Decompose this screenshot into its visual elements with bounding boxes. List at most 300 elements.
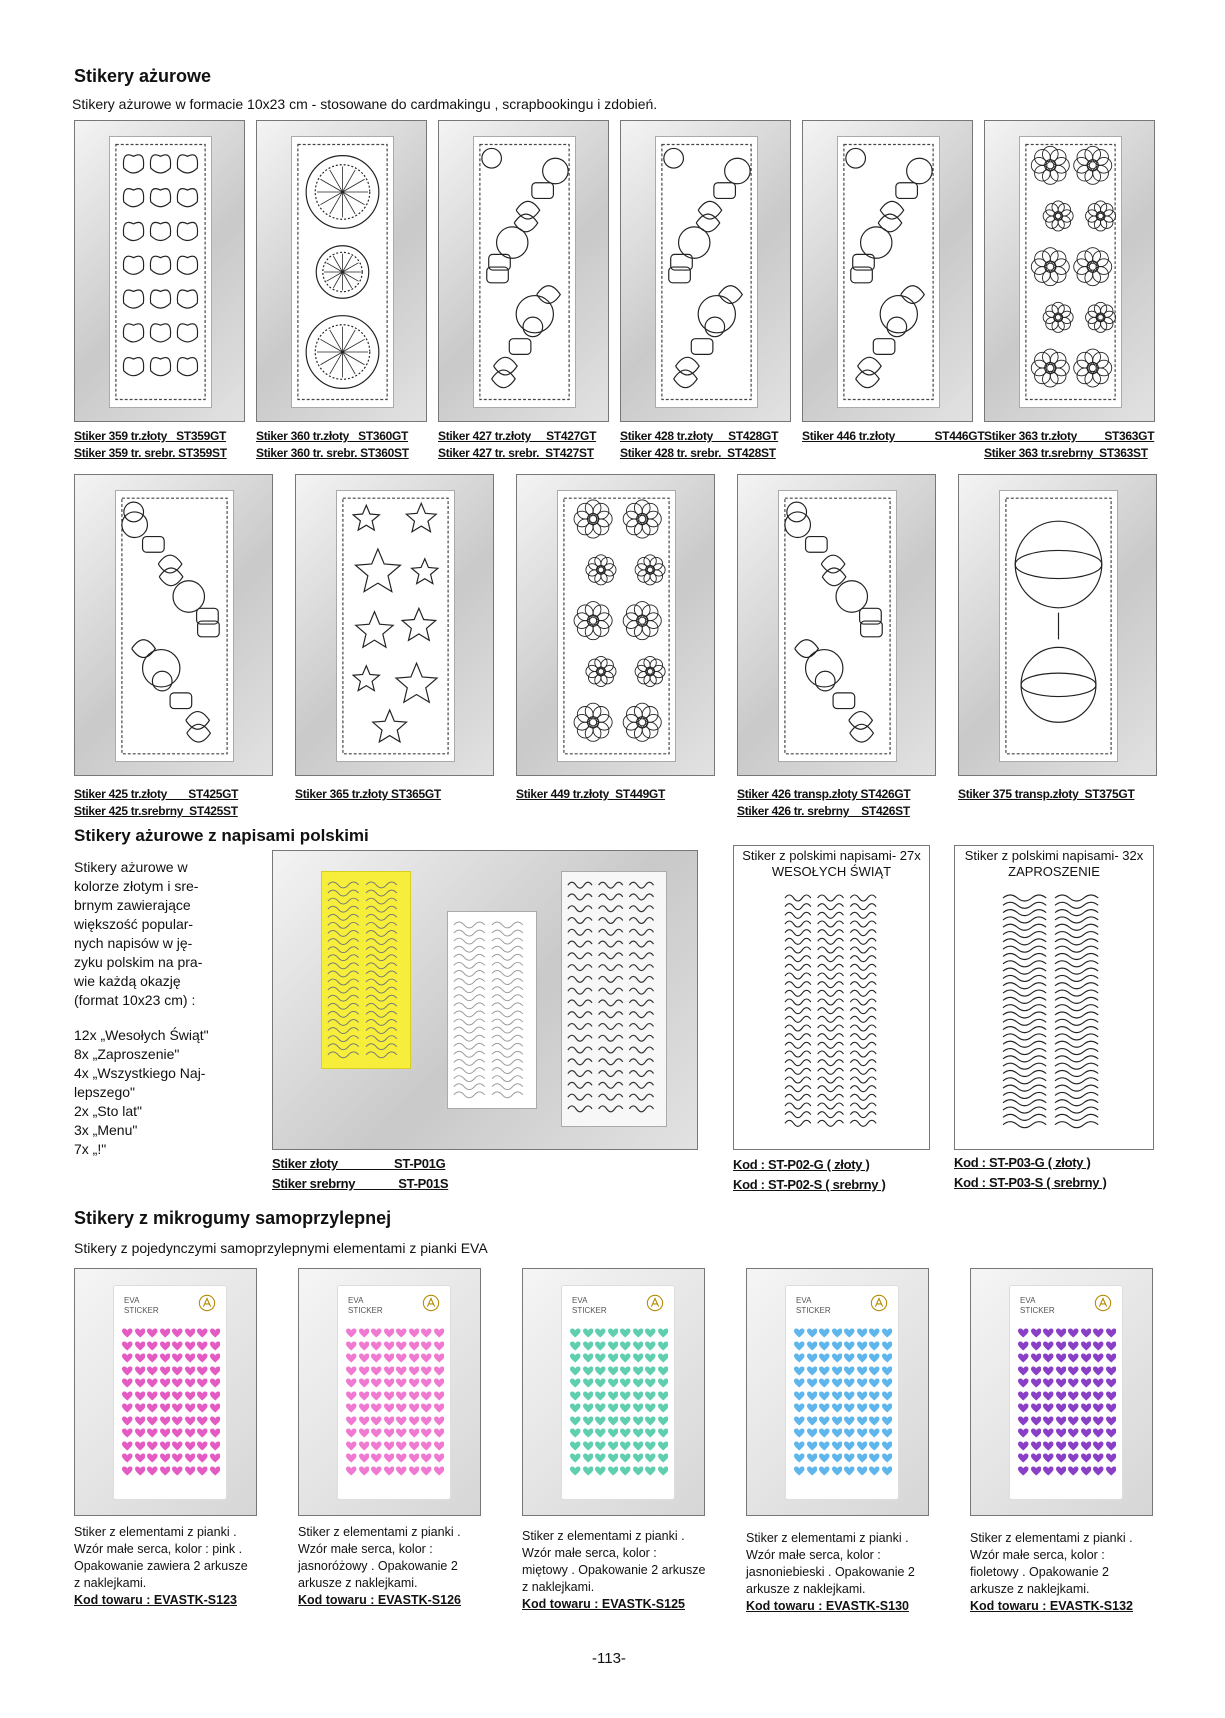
caption-line: Stiker 365 tr.złoty ST365GT xyxy=(295,787,441,801)
heart-icon xyxy=(1018,1328,1029,1339)
eva-frame-5 xyxy=(970,1268,1153,1516)
heart-icon xyxy=(857,1453,868,1464)
heart-icon xyxy=(869,1403,880,1414)
heart-icon xyxy=(608,1453,619,1464)
sticker-line-art xyxy=(838,137,939,407)
heart-icon xyxy=(210,1416,221,1427)
heart-icon xyxy=(882,1428,893,1439)
heart-icon xyxy=(409,1378,420,1389)
heart-icon xyxy=(384,1353,395,1364)
description-line: Opakowanie zawiera 2 arkusze xyxy=(74,1559,248,1573)
heart-icon xyxy=(570,1328,581,1339)
caption-line: Stiker 359 tr. srebr. ST359ST xyxy=(74,446,227,460)
heart-icon xyxy=(359,1378,370,1389)
heart-icon xyxy=(197,1428,208,1439)
heart-icon xyxy=(371,1378,382,1389)
heart-icon xyxy=(807,1416,818,1427)
heart-icon xyxy=(1081,1403,1092,1414)
heart-icon xyxy=(882,1341,893,1352)
heart-icon xyxy=(807,1466,818,1477)
heart-icon xyxy=(210,1391,221,1402)
heart-icon xyxy=(1081,1441,1092,1452)
heart-icon xyxy=(197,1353,208,1364)
heart-icon xyxy=(434,1453,445,1464)
heart-icon xyxy=(172,1441,183,1452)
heart-icon xyxy=(172,1453,183,1464)
heart-icon xyxy=(1031,1441,1042,1452)
heart-icon xyxy=(608,1466,619,1477)
heart-icon xyxy=(832,1403,843,1414)
heart-icon xyxy=(645,1328,656,1339)
heart-icon xyxy=(1093,1466,1104,1477)
heart-icon xyxy=(421,1466,432,1477)
sticker-sheet xyxy=(999,490,1118,762)
section-subtitle-eva: Stikery z pojedynczymi samoprzylepnymi elementami z pianki EVA xyxy=(74,1240,488,1256)
heart-icon xyxy=(595,1466,606,1477)
heart-icon xyxy=(1093,1416,1104,1427)
heart-icon xyxy=(595,1378,606,1389)
heart-icon xyxy=(409,1466,420,1477)
caption-line: Kod : ST-P03-S ( srebrny ) xyxy=(954,1175,1107,1190)
eva-brand-text: EVA xyxy=(348,1296,364,1305)
heart-icon xyxy=(147,1466,158,1477)
heart-icon xyxy=(172,1428,183,1439)
heart-icon xyxy=(608,1366,619,1377)
heart-icon xyxy=(1043,1441,1054,1452)
heart-icon xyxy=(1018,1466,1029,1477)
heart-icon xyxy=(147,1391,158,1402)
heart-icon xyxy=(608,1378,619,1389)
eva-card xyxy=(785,1285,899,1500)
heart-icon xyxy=(869,1353,880,1364)
heart-icon xyxy=(135,1416,146,1427)
heart-icon xyxy=(1081,1366,1092,1377)
heart-icon xyxy=(1031,1466,1042,1477)
heart-icon xyxy=(346,1353,357,1364)
heart-icon xyxy=(1068,1341,1079,1352)
sticker-caption-row2-1 xyxy=(74,786,238,820)
heart-icon xyxy=(1068,1366,1079,1377)
heart-icon xyxy=(1018,1353,1029,1364)
heart-icon xyxy=(359,1341,370,1352)
photo-p01 xyxy=(272,850,698,1150)
heart-icon xyxy=(135,1428,146,1439)
heart-icon xyxy=(1031,1328,1042,1339)
heart-icon xyxy=(832,1391,843,1402)
heart-icon xyxy=(857,1341,868,1352)
heart-icon xyxy=(409,1441,420,1452)
heart-icon xyxy=(160,1341,171,1352)
heart-icon xyxy=(595,1441,606,1452)
script-pattern-white xyxy=(448,912,536,1108)
text-line: wie każdą okazję xyxy=(74,973,181,989)
description-line: Wzór małe serca, kolor : xyxy=(522,1546,657,1560)
heart-icon xyxy=(185,1453,196,1464)
brand-logo-icon xyxy=(422,1294,440,1312)
description-line: fioletowy . Opakowanie 2 xyxy=(970,1565,1109,1579)
heart-icon xyxy=(1056,1391,1067,1402)
heart-icon xyxy=(794,1453,805,1464)
sticker-caption-row2-5 xyxy=(958,786,1134,803)
sticker-caption-row1-5 xyxy=(802,428,984,445)
heart-icon xyxy=(1056,1416,1067,1427)
heart-icon xyxy=(135,1353,146,1364)
p03-title xyxy=(955,848,1153,880)
heart-icon xyxy=(210,1366,221,1377)
heart-icon xyxy=(857,1428,868,1439)
heart-icon xyxy=(185,1366,196,1377)
caption-line: Stiker 446 tr.złoty ST446GT xyxy=(802,429,985,443)
caption-line: Stiker srebrny ST-P01S xyxy=(272,1176,449,1191)
heart-icon xyxy=(421,1428,432,1439)
heart-icon xyxy=(135,1366,146,1377)
heart-icon xyxy=(645,1441,656,1452)
heart-icon xyxy=(172,1353,183,1364)
heart-icon xyxy=(185,1378,196,1389)
eva-label-text: STICKER xyxy=(572,1306,607,1315)
heart-icon xyxy=(359,1403,370,1414)
heart-icon xyxy=(409,1353,420,1364)
eva-card xyxy=(337,1285,451,1500)
heart-icon xyxy=(1093,1453,1104,1464)
heart-stickers-grid xyxy=(570,1328,668,1476)
heart-icon xyxy=(857,1366,868,1377)
heart-icon xyxy=(371,1328,382,1339)
heart-icon xyxy=(1018,1428,1029,1439)
heart-icon xyxy=(844,1341,855,1352)
heart-icon xyxy=(882,1466,893,1477)
heart-icon xyxy=(1031,1341,1042,1352)
heart-icon xyxy=(1068,1466,1079,1477)
heart-icon xyxy=(608,1328,619,1339)
sticker-frame-row2-4 xyxy=(737,474,936,776)
heart-icon xyxy=(1106,1416,1117,1427)
heart-icon xyxy=(620,1428,631,1439)
heart-icon xyxy=(434,1341,445,1352)
heart-icon xyxy=(185,1416,196,1427)
heart-icon xyxy=(1031,1391,1042,1402)
heart-icon xyxy=(172,1416,183,1427)
heart-icon xyxy=(122,1328,133,1339)
heart-icon xyxy=(869,1378,880,1389)
description-line: Stiker z elementami z pianki . xyxy=(746,1531,909,1545)
heart-icon xyxy=(1068,1378,1079,1389)
sticker-frame-row2-2 xyxy=(295,474,494,776)
heart-icon xyxy=(1106,1466,1117,1477)
heart-icon xyxy=(570,1403,581,1414)
heart-icon xyxy=(1068,1328,1079,1339)
heart-icon xyxy=(1018,1441,1029,1452)
description-line: Wzór małe serca, kolor : xyxy=(970,1548,1105,1562)
heart-icon xyxy=(1093,1328,1104,1339)
eva-brand-text: EVA xyxy=(572,1296,588,1305)
heart-icon xyxy=(409,1341,420,1352)
script-pattern-p02 xyxy=(779,886,889,1136)
text-line: nych napisów w ję- xyxy=(74,935,193,951)
heart-icon xyxy=(869,1328,880,1339)
heart-icon xyxy=(819,1353,830,1364)
eva-brand-label xyxy=(1020,1296,1055,1316)
heart-icon xyxy=(583,1466,594,1477)
heart-icon xyxy=(633,1378,644,1389)
sticker-sheet-yellow xyxy=(321,871,411,1069)
heart-icon xyxy=(869,1341,880,1352)
heart-icon xyxy=(172,1466,183,1477)
heart-icon xyxy=(794,1466,805,1477)
heart-icon xyxy=(1106,1353,1117,1364)
heart-icon xyxy=(371,1416,382,1427)
product-code: Kod towaru : EVASTK-S123 xyxy=(74,1593,237,1607)
heart-icon xyxy=(1106,1403,1117,1414)
heart-icon xyxy=(794,1416,805,1427)
heart-icon xyxy=(620,1353,631,1364)
heart-icon xyxy=(147,1366,158,1377)
heart-icon xyxy=(147,1441,158,1452)
sticker-sheet-p02 xyxy=(779,886,889,1136)
heart-icon xyxy=(882,1441,893,1452)
heart-icon xyxy=(583,1416,594,1427)
heart-icon xyxy=(1031,1366,1042,1377)
heart-icon xyxy=(595,1428,606,1439)
heart-icon xyxy=(570,1378,581,1389)
heart-icon xyxy=(832,1441,843,1452)
heart-icon xyxy=(160,1378,171,1389)
polish-description xyxy=(74,858,202,1010)
heart-icon xyxy=(172,1328,183,1339)
heart-icon xyxy=(819,1328,830,1339)
heart-icon xyxy=(1031,1378,1042,1389)
eva-label-text: STICKER xyxy=(796,1306,831,1315)
heart-icon xyxy=(807,1428,818,1439)
caption-line: Stiker 363 tr.srebrny ST363ST xyxy=(984,446,1148,460)
heart-icon xyxy=(359,1416,370,1427)
heart-icon xyxy=(122,1341,133,1352)
heart-icon xyxy=(595,1341,606,1352)
heart-icon xyxy=(1056,1441,1067,1452)
heart-icon xyxy=(147,1341,158,1352)
heart-icon xyxy=(135,1341,146,1352)
heart-icon xyxy=(396,1441,407,1452)
heart-icon xyxy=(857,1403,868,1414)
sticker-sheet xyxy=(109,136,212,408)
eva-description-2 xyxy=(298,1524,461,1609)
heart-icon xyxy=(608,1341,619,1352)
sticker-line-art xyxy=(558,491,675,761)
heart-icon xyxy=(1031,1416,1042,1427)
heart-icon xyxy=(882,1366,893,1377)
heart-icon xyxy=(384,1403,395,1414)
heart-icon xyxy=(384,1341,395,1352)
heart-icon xyxy=(409,1428,420,1439)
heart-icon xyxy=(1106,1441,1117,1452)
eva-description-3 xyxy=(522,1528,705,1613)
sticker-sheet xyxy=(291,136,394,408)
heart-icon xyxy=(882,1353,893,1364)
sticker-caption-row2-2 xyxy=(295,786,441,803)
heart-icon xyxy=(1093,1441,1104,1452)
heart-icon xyxy=(857,1328,868,1339)
caption-line: Stiker 360 tr. srebr. ST360ST xyxy=(256,446,409,460)
heart-icon xyxy=(210,1353,221,1364)
heart-icon xyxy=(819,1341,830,1352)
heart-icon xyxy=(396,1453,407,1464)
heart-icon xyxy=(122,1466,133,1477)
heart-icon xyxy=(434,1466,445,1477)
heart-icon xyxy=(1056,1378,1067,1389)
caption-line: Stiker 360 tr.złoty ST360GT xyxy=(256,429,409,443)
sticker-caption-row1-6 xyxy=(984,428,1154,462)
caption-line: Stiker 427 tr. srebr. ST427ST xyxy=(438,446,594,460)
heart-icon xyxy=(807,1328,818,1339)
text-line: 2x „Sto lat" xyxy=(74,1103,142,1119)
heart-icon xyxy=(633,1341,644,1352)
heart-icon xyxy=(371,1403,382,1414)
heart-icon xyxy=(658,1366,669,1377)
description-line: arkusze z naklejkami. xyxy=(970,1582,1090,1596)
heart-icon xyxy=(185,1441,196,1452)
heart-icon xyxy=(1081,1353,1092,1364)
p01-captions xyxy=(272,1154,448,1194)
heart-icon xyxy=(371,1341,382,1352)
heart-icon xyxy=(882,1378,893,1389)
heart-icon xyxy=(1081,1391,1092,1402)
heart-icon xyxy=(160,1441,171,1452)
heart-icon xyxy=(384,1416,395,1427)
heart-icon xyxy=(620,1366,631,1377)
heart-icon xyxy=(210,1378,221,1389)
text-line: - 32x ZAPROSZENIE xyxy=(1008,848,1144,879)
heart-icon xyxy=(396,1328,407,1339)
heart-icon xyxy=(633,1403,644,1414)
heart-icon xyxy=(1018,1416,1029,1427)
heart-icon xyxy=(384,1366,395,1377)
heart-icon xyxy=(396,1391,407,1402)
heart-icon xyxy=(396,1466,407,1477)
heart-icon xyxy=(160,1428,171,1439)
heart-icon xyxy=(658,1353,669,1364)
heart-icon xyxy=(197,1466,208,1477)
heart-icon xyxy=(197,1341,208,1352)
heart-icon xyxy=(620,1403,631,1414)
heart-icon xyxy=(346,1341,357,1352)
heart-icon xyxy=(844,1453,855,1464)
sticker-sheet xyxy=(336,490,455,762)
heart-icon xyxy=(172,1341,183,1352)
heart-icon xyxy=(185,1353,196,1364)
heart-icon xyxy=(1093,1353,1104,1364)
sticker-frame-row1-6 xyxy=(984,120,1155,422)
heart-icon xyxy=(620,1416,631,1427)
product-code: Kod towaru : EVASTK-S132 xyxy=(970,1599,1133,1613)
heart-icon xyxy=(135,1453,146,1464)
heart-icon xyxy=(1043,1453,1054,1464)
heart-icon xyxy=(595,1366,606,1377)
heart-icon xyxy=(421,1441,432,1452)
heart-icon xyxy=(645,1466,656,1477)
heart-icon xyxy=(346,1378,357,1389)
heart-icon xyxy=(122,1391,133,1402)
heart-icon xyxy=(384,1391,395,1402)
heart-icon xyxy=(359,1353,370,1364)
caption-line: Stiker 375 transp.złoty ST375GT xyxy=(958,787,1135,801)
heart-icon xyxy=(434,1403,445,1414)
heart-icon xyxy=(658,1428,669,1439)
heart-icon xyxy=(160,1466,171,1477)
heart-icon xyxy=(819,1428,830,1439)
heart-icon xyxy=(882,1328,893,1339)
heart-icon xyxy=(147,1416,158,1427)
caption-line: Stiker 359 tr.złoty ST359GT xyxy=(74,429,227,443)
heart-icon xyxy=(807,1341,818,1352)
heart-icon xyxy=(185,1341,196,1352)
heart-icon xyxy=(421,1366,432,1377)
heart-icon xyxy=(658,1466,669,1477)
heart-icon xyxy=(882,1391,893,1402)
heart-icon xyxy=(832,1378,843,1389)
heart-icon xyxy=(794,1328,805,1339)
heart-icon xyxy=(633,1366,644,1377)
text-line: większość popular- xyxy=(74,916,194,932)
heart-icon xyxy=(1068,1353,1079,1364)
heart-icon xyxy=(645,1391,656,1402)
brand-logo-icon xyxy=(198,1294,216,1312)
script-pattern-p03 xyxy=(997,886,1113,1136)
script-pattern-silver xyxy=(562,872,666,1126)
heart-icon xyxy=(396,1403,407,1414)
heart-icon xyxy=(421,1453,432,1464)
sticker-line-art xyxy=(110,137,211,407)
heart-icon xyxy=(645,1341,656,1352)
heart-icon xyxy=(819,1403,830,1414)
heart-icon xyxy=(210,1428,221,1439)
eva-brand-label xyxy=(796,1296,831,1316)
heart-icon xyxy=(1093,1428,1104,1439)
heart-icon xyxy=(869,1416,880,1427)
heart-icon xyxy=(645,1428,656,1439)
eva-brand-label xyxy=(348,1296,383,1316)
heart-icon xyxy=(794,1341,805,1352)
heart-icon xyxy=(794,1378,805,1389)
heart-icon xyxy=(1018,1366,1029,1377)
heart-icon xyxy=(172,1366,183,1377)
sticker-sheet xyxy=(1019,136,1122,408)
heart-icon xyxy=(658,1391,669,1402)
product-code: Kod towaru : EVASTK-S125 xyxy=(522,1597,685,1611)
eva-frame-4 xyxy=(746,1268,929,1516)
brand-logo-icon xyxy=(1094,1294,1112,1312)
eva-description-1 xyxy=(74,1524,248,1609)
heart-icon xyxy=(832,1453,843,1464)
heart-icon xyxy=(346,1328,357,1339)
sticker-frame-row1-2 xyxy=(256,120,427,422)
heart-icon xyxy=(645,1403,656,1414)
heart-icon xyxy=(583,1328,594,1339)
sticker-frame-row1-4 xyxy=(620,120,791,422)
heart-icon xyxy=(359,1366,370,1377)
sticker-sheet xyxy=(778,490,897,762)
brand-logo-icon xyxy=(870,1294,888,1312)
sticker-line-art xyxy=(337,491,454,761)
heart-icon xyxy=(122,1416,133,1427)
heart-icon xyxy=(1043,1378,1054,1389)
heart-icon xyxy=(1056,1353,1067,1364)
sticker-caption-row1-3 xyxy=(438,428,596,462)
heart-icon xyxy=(832,1428,843,1439)
heart-icon xyxy=(122,1366,133,1377)
heart-icon xyxy=(160,1353,171,1364)
heart-icon xyxy=(1081,1466,1092,1477)
heart-icon xyxy=(396,1416,407,1427)
